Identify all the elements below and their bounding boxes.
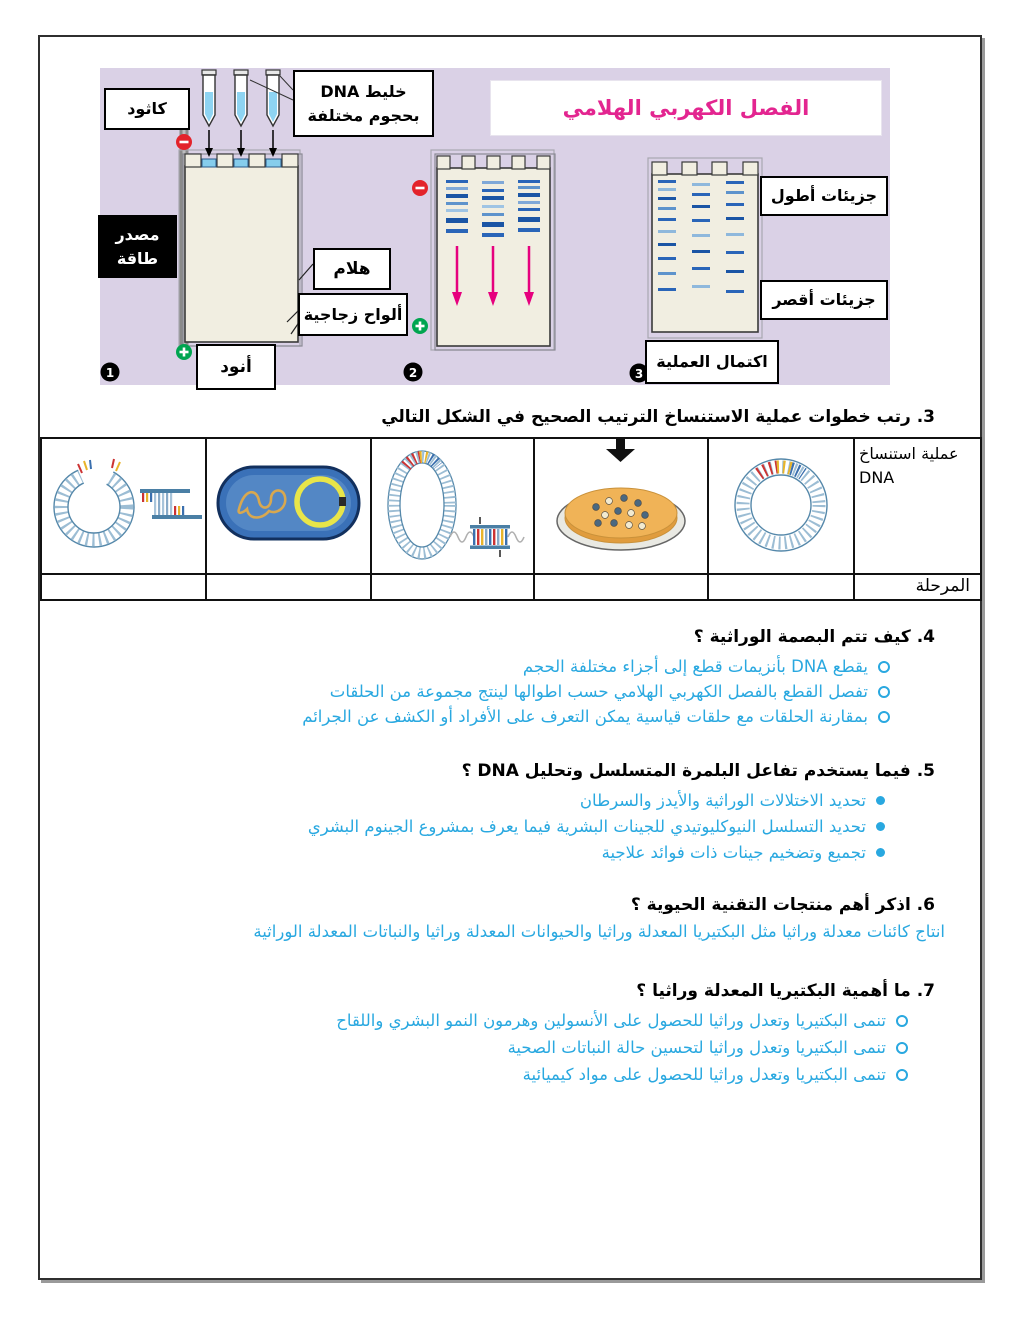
stage-answer-cell[interactable] [708,574,854,600]
table-header-stage-cell [854,574,981,600]
shorter-molecules-label: جزيئات أقصر [760,280,888,320]
table-cell-insertion [371,438,534,574]
table-cell-plasmid-ring [708,438,854,574]
q4-bullet-3: بمقارنة الحلقات مع حلقات قياسية يمكن التعرف على الأفراد أو الكشف عن الجرائم [302,704,890,729]
step1-number: 1 [105,366,115,380]
q7-bullet-3: تنمى البكتيريا وتعدل وراثيا للحصول على مواد كيميائية [523,1062,908,1087]
sample-tubes [202,70,293,157]
power-source-label: مصدر طاقة [98,215,177,278]
dot-bullet-icon [876,796,885,805]
table-cell-open-plasmid [41,438,206,574]
question-7-heading: 7. ما أهمية البكتيريا المعدلة وراثيا ؟ [636,981,935,1001]
bacterium-icon [207,439,370,571]
gel-slab-1 [185,166,298,342]
q6-answer: انتاج كائنات معدلة وراثيا مثل البكتيريا المعدلة وراثيا والحيوانات المعدلة وراثيا والنباتات المعدلة الوراثية [253,922,945,941]
minus-electrode-icon [176,134,192,150]
minus-electrode-icon-2 [412,180,428,196]
step3-number: 3 [634,367,644,381]
q4-bullet-2: تفصل القطع بالفصل الكهربي الهلامي حسب اطوالها لينتج مجموعة من الحلقات [330,679,890,704]
diagram-title-box [490,80,882,136]
circle-bullet-icon [896,1069,908,1081]
longer-molecules-label: جزيئات أطول [760,176,888,216]
plasmid-insertion-icon [372,439,533,571]
step2-number: 2 [408,366,418,380]
open-plasmid-and-fragment-icon [42,439,205,571]
q5-bullet-3: تجميع وتضخيم جينات ذات فوائد علاجية [602,840,885,865]
diagram-title: الفصل الكهربي الهلامي [562,95,810,120]
dot-bullet-icon [876,822,885,831]
stage-answer-cell[interactable] [371,574,534,600]
table-cell-petri-dish [534,438,708,574]
stage-answer-cell[interactable] [534,574,708,600]
stage-answer-cell[interactable] [206,574,371,600]
circle-bullet-icon [878,661,890,673]
circle-bullet-icon [896,1015,908,1027]
petri-dish-icon [535,439,707,571]
table-header-stage: المرحلة [915,576,970,596]
q7-bullet-2: تنمى البكتيريا وتعدل وراثيا لتحسين حالة النباتات الصحية [508,1035,908,1060]
gel-label: هلام [313,248,391,290]
question-3-heading: 3. رتب خطوات عملية الاستنساخ الترتيب الصحيح في الشكل التالي [381,407,935,427]
circle-bullet-icon [896,1042,908,1054]
q4-bullet-1: يقطع DNA بأنزيمات قطع إلى أجزاء مختلفة الحجم [523,654,890,679]
table-header-process: عملية استنساخ DNA [859,444,959,487]
cloning-steps-table [40,437,982,601]
plasmid-ring-icon [709,439,853,571]
step2-badge [404,363,423,382]
table-header-cell [854,438,981,574]
dot-bullet-icon [876,848,885,857]
table-cell-bacterium [206,438,371,574]
dna-mixture-label: خليط DNA بحجوم مختلفة [293,70,434,137]
question-5-heading: 5. فيما يستخدم تفاعل البلمرة المتسلسل وتحليل DNA ؟ [461,761,935,781]
plus-electrode-icon-2 [412,318,428,334]
step1-badge [101,363,120,382]
process-complete-label: اكتمال العملية [645,340,779,384]
anode-label: أنود [196,344,276,390]
glass-plates-label: ألواح زجاجية [298,293,408,336]
stage-answer-cell[interactable] [41,574,206,600]
q5-bullet-2: تحديد التسلسل النيوكليوتيدي للجينات البشرية فيما يعرف بمشروع الجينوم البشري [308,814,885,839]
cathode-label: كاثود [104,88,190,130]
question-4-heading: 4. كيف تتم البصمة الوراثية ؟ [693,627,935,647]
plus-electrode-icon [176,344,192,360]
q7-bullet-1: تنمى البكتيريا وتعدل وراثيا للحصول على الأنسولين وهرمون النمو البشري واللقاح [336,1008,908,1033]
circle-bullet-icon [878,711,890,723]
circle-bullet-icon [878,686,890,698]
question-6-heading: 6. اذكر أهم منتجات التقنية الحيوية ؟ [630,895,935,915]
q5-bullet-1: تحديد الاختلالات الوراثية والأيدز والسرطان [580,788,885,813]
